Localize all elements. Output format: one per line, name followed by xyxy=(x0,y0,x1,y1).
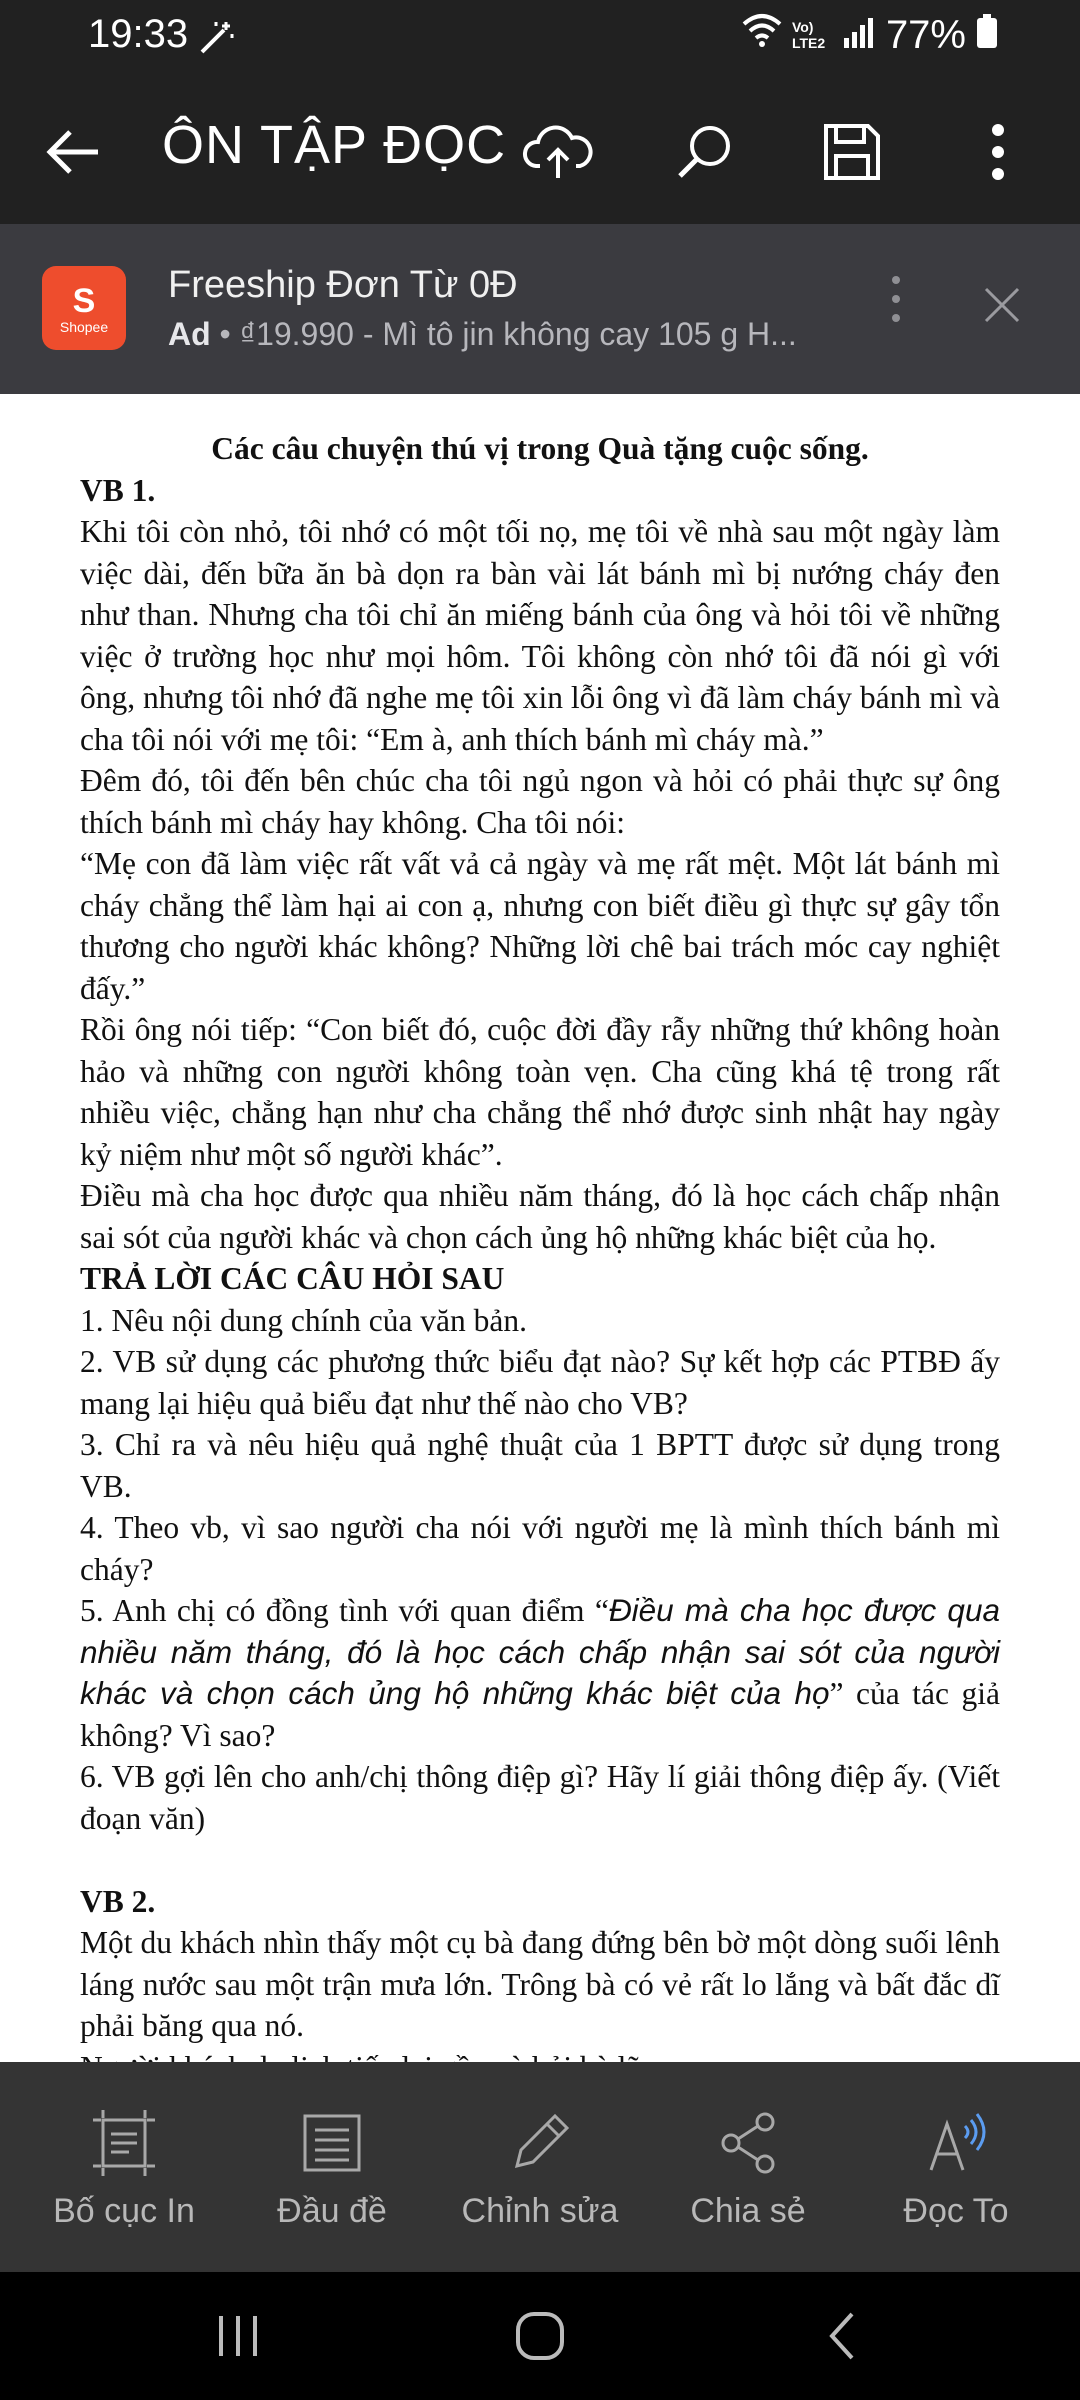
print-layout-icon xyxy=(89,2108,159,2178)
battery-icon xyxy=(976,13,998,58)
read-aloud-button[interactable] xyxy=(848,2062,1064,2272)
sparkle-icon xyxy=(196,18,236,63)
ad-subtitle-text: ₫19.990 - Mì tô jin không cay 105 g H... xyxy=(239,316,797,352)
print-layout-button[interactable] xyxy=(16,2062,232,2272)
edit-label: Chỉnh sửa xyxy=(461,2192,619,2230)
question: 4. Theo vb, vì sao người cha nói với người mẹ là mình thích bánh mì cháy? xyxy=(80,1510,1000,1587)
pencil-icon xyxy=(505,2108,575,2178)
paragraph: “Mẹ con đã làm việc rất vất vả cả ngày và mẹ rất mệt. Một lát bánh mì cháy chẳng thể làm hại ai con ạ, nhưng con biết điều gì thực sự gây tổn thương cho người khác không? Những lời chê bai trách móc cay nghiệt đấy.” xyxy=(80,846,1000,1006)
paragraph: Khi tôi còn nhỏ, tôi nhớ có một tối nọ, mẹ tôi về nhà sau một ngày làm việc dài, đến bữa ăn bà dọn ra bàn vài lát bánh mì bị nướng cháy đen như than. Nhưng cha tôi chỉ ăn miếng bánh của ông và hỏi tôi về những việc ở trường học như mọi hôm. Tôi không còn nhớ tôi đã nói gì với ông, nhưng tôi nhớ đã nghe mẹ tôi xin lỗi ông vì đã làm cháy bánh mì và cha tôi nói với mẹ tôi: “Em à, anh thích bánh mì cháy mà.” xyxy=(80,514,1000,757)
paragraph: Một du khách nhìn thấy một cụ bà đang đứng bên bờ một dòng suối lênh láng nước sau một trận mưa lớn. Trông bà có vẻ rất lo lắng và bất đắc dĩ phải băng qua nó. xyxy=(80,1925,1000,2043)
search-icon[interactable] xyxy=(664,112,744,192)
home-icon[interactable] xyxy=(500,2306,580,2366)
vb2-heading: VB 2. xyxy=(80,1883,156,1919)
question: 3. Chỉ ra và nêu hiệu quả nghệ thuật của 1 BPTT được sử dụng trong VB. xyxy=(80,1427,1000,1504)
ad-badge: Ad xyxy=(168,316,211,352)
network-label: Vo) LTE2 xyxy=(791,19,826,51)
questions-heading: TRẢ LỜI CÁC CÂU HỎI SAU xyxy=(80,1261,505,1296)
read-aloud-icon xyxy=(921,2108,991,2178)
back-arrow-icon[interactable] xyxy=(32,112,112,192)
save-icon[interactable] xyxy=(812,112,892,192)
close-icon[interactable] xyxy=(972,276,1032,336)
shopee-logo: S Shopee xyxy=(42,266,126,350)
more-vert-icon[interactable] xyxy=(958,112,1038,192)
read-aloud-label: Đọc To xyxy=(903,2192,1009,2230)
quote: Điều mà cha học được qua nhiều năm tháng, đó là học cách chấp nhận sai sót của người khác và chọn cách ủng hộ những khác biệt của họ xyxy=(80,1592,1000,1711)
paragraph: Đêm đó, tôi đến bên chúc cha tôi ngủ ngon và hỏi có phải thực sự ông thích bánh mì cháy hay không. Cha tôi nói: xyxy=(80,763,1000,840)
vb1-heading: VB 1. xyxy=(80,472,156,508)
wifi-icon xyxy=(742,12,782,58)
share-button[interactable] xyxy=(640,2062,856,2272)
headings-label: Đầu đề xyxy=(277,2192,387,2230)
nav-back-icon[interactable] xyxy=(802,2306,882,2366)
share-label: Chia sẻ xyxy=(690,2192,806,2230)
edit-button[interactable] xyxy=(432,2062,648,2272)
recent-apps-icon[interactable] xyxy=(198,2306,278,2366)
document-viewer[interactable] xyxy=(0,394,1080,2062)
ad-more-icon[interactable] xyxy=(876,274,916,354)
document-title: ÔN TẬP ĐỌC xyxy=(162,115,507,175)
ad-title: Freeship Đơn Từ 0Đ xyxy=(168,264,518,306)
doc-title: Các câu chuyện thú vị trong Quà tặng cuộc sống. xyxy=(211,431,869,466)
ad-subtitle: Ad • ₫19.990 - Mì tô jin không cay 105 g H... xyxy=(168,316,797,352)
bottom-action-bar xyxy=(0,2062,1080,2272)
status-indicators xyxy=(742,12,998,58)
battery-percent: 77% xyxy=(885,12,966,57)
paragraph: Rồi ông nói tiếp: “Con biết đó, cuộc đời đầy rẫy những thứ không hoàn hảo và những con người không toàn vẹn. Cha cũng khá tệ trong rất nhiều việc, chẳng hạn như cha chẳng thể nhớ được sinh nhật hay ngày kỷ niệm như một số người khác”. xyxy=(80,1012,1000,1172)
print-layout-label: Bố cục In xyxy=(53,2192,195,2230)
status-bar xyxy=(0,0,1080,76)
ad-banner[interactable] xyxy=(0,224,1080,394)
question: 5. Anh chị có đồng tình với quan điểm “Điều mà cha học được qua nhiều năm tháng, đó là học cách chấp nhận sai sót của người khác và chọn cách ủng hộ những khác biệt của họ” của tác giả không? Vì sao? xyxy=(80,1592,1000,1753)
headings-icon xyxy=(297,2108,367,2178)
cloud-upload-icon[interactable] xyxy=(518,112,598,192)
status-time: 19:33 xyxy=(88,12,189,56)
system-nav-bar xyxy=(0,2272,1080,2400)
question: 1. Nêu nội dung chính của văn bản. xyxy=(80,1302,528,1338)
paragraph: Điều mà cha học được qua nhiều năm tháng, đó là học cách chấp nhận sai sót của người khác và chọn cách ủng hộ những khác biệt của họ. xyxy=(80,1178,1000,1255)
question: 2. VB sử dụng các phương thức biểu đạt nào? Sự kết hợp các PTBĐ ấy mang lại hiệu quả biểu đạt như thế nào cho VB? xyxy=(80,1344,1000,1421)
signal-icon xyxy=(842,13,876,58)
app-toolbar xyxy=(0,76,1080,224)
share-icon xyxy=(713,2108,783,2178)
headings-button[interactable] xyxy=(224,2062,440,2272)
question: 6. VB gợi lên cho anh/chị thông điệp gì? Hãy lí giải thông điệp ấy. (Viết đoạn văn) xyxy=(80,1759,1000,1836)
